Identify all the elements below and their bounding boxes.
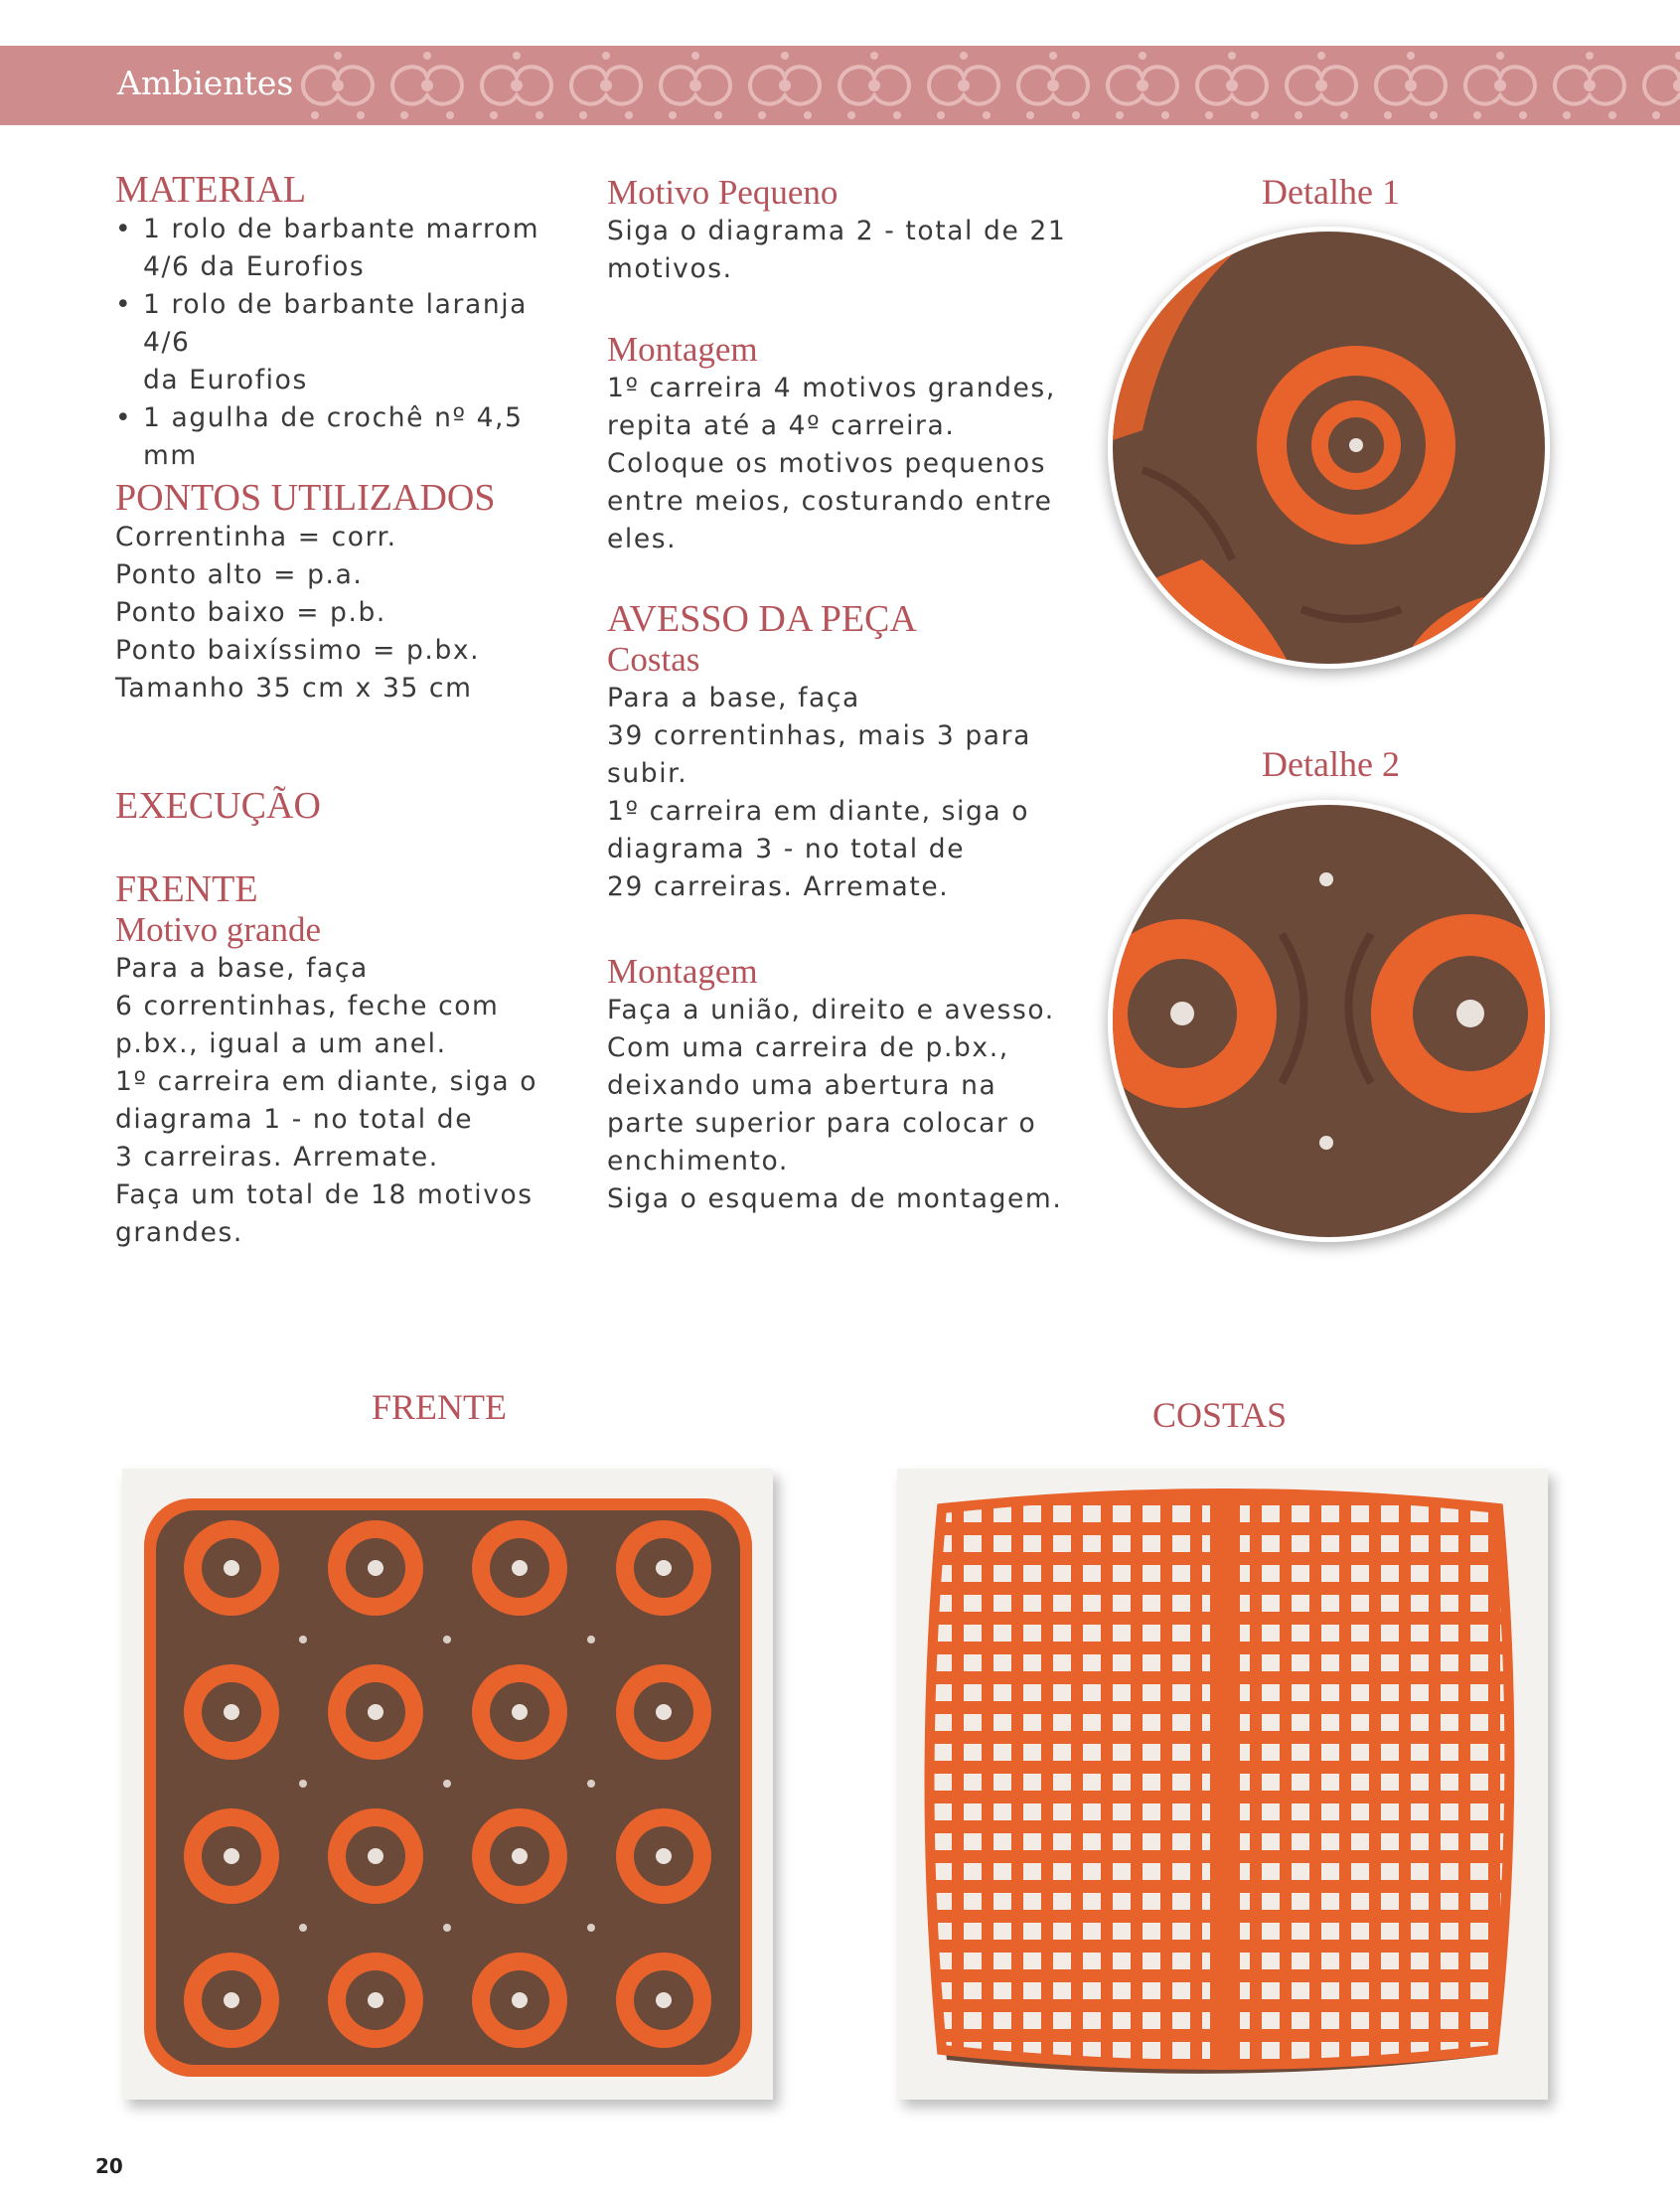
motif-ring xyxy=(512,1992,528,2008)
motif-ring xyxy=(368,1704,383,1720)
montagem-line: eles. xyxy=(607,524,678,554)
motif-ring xyxy=(656,1560,672,1576)
execucao-section xyxy=(115,785,582,827)
material-item: • 1 rolo de barbante marrom 4/6 da Eurofios xyxy=(115,211,582,286)
montagem2-line: enchimento. xyxy=(607,1146,789,1176)
montagem2-line: parte superior para colocar o xyxy=(607,1108,1037,1139)
motivo-grande-line: Faça um total de 18 motivos xyxy=(115,1179,534,1210)
material-item: • 1 agulha de crochê nº 4,5 mm xyxy=(115,399,582,475)
costas-line: diagrama 3 - no total de xyxy=(607,834,966,864)
costas-line: 1º carreira em diante, siga o xyxy=(607,796,1030,827)
motivo-pequeno-line: motivos. xyxy=(607,253,733,284)
montagem-line: Coloque os motivos pequenos xyxy=(607,448,1047,479)
material-list xyxy=(115,211,582,475)
frente-section xyxy=(115,868,582,1252)
pontos-section xyxy=(115,477,582,707)
costas-photo xyxy=(897,1469,1548,2100)
montagem2-line: Faça a união, direito e avesso. xyxy=(607,995,1055,1025)
montagem2-line: deixando uma abertura na xyxy=(607,1070,997,1101)
page-number: 20 xyxy=(95,2154,123,2178)
motif-ring xyxy=(224,1992,239,2008)
motivo-grande-line: Para a base, faça xyxy=(115,953,369,984)
ornament-pattern xyxy=(293,46,1680,125)
costas-caption: COSTAS xyxy=(1152,1395,1288,1435)
small-motif xyxy=(443,1780,451,1788)
pontos-line: Ponto alto = p.a. xyxy=(115,559,364,590)
montagem2-line: Siga o esquema de montagem. xyxy=(607,1183,1063,1214)
montagem2-line: Com uma carreira de p.bx., xyxy=(607,1032,1009,1063)
motif-ring xyxy=(368,1560,383,1576)
motif-ring xyxy=(224,1560,239,1576)
motivo-grande-title: Motivo grande xyxy=(115,910,322,949)
small-motif xyxy=(443,1924,451,1932)
montagem2-section xyxy=(607,952,1084,1218)
motivo-pequeno-line: Siga o diagrama 2 - total de 21 xyxy=(607,216,1067,246)
avesso-section xyxy=(607,598,1084,906)
motif-ring xyxy=(656,1848,672,1864)
small-motif xyxy=(587,1780,595,1788)
detalhe1-caption: Detalhe 1 xyxy=(1262,172,1400,212)
costas-line: subir. xyxy=(607,758,688,789)
small-motif xyxy=(443,1636,451,1643)
material-item: • 1 rolo de barbante laranja 4/6 da Eurofios xyxy=(115,286,582,399)
motif-ring xyxy=(512,1704,528,1720)
montagem-line: entre meios, costurando entre xyxy=(607,486,1053,517)
costas-line: 29 carreiras. Arremate. xyxy=(607,871,950,902)
motif-ring xyxy=(512,1560,528,1576)
frente-caption: FRENTE xyxy=(372,1387,508,1427)
small-motif xyxy=(299,1636,307,1643)
execucao-title: EXECUÇÃO xyxy=(115,785,321,827)
motivo-grande-line: 3 carreiras. Arremate. xyxy=(115,1142,439,1173)
motivo-grande-line: grandes. xyxy=(115,1217,243,1248)
costas-line: Para a base, faça xyxy=(607,683,860,713)
detalhe1-photo xyxy=(1108,227,1550,669)
motivo-grande-line: 1º carreira em diante, siga o xyxy=(115,1066,538,1097)
motif-ring xyxy=(368,1992,383,2008)
motivo-grande-line: diagrama 1 - no total de xyxy=(115,1104,474,1135)
left-column xyxy=(115,169,582,475)
motivo-grande-line: p.bx., igual a um anel. xyxy=(115,1028,447,1059)
small-motif xyxy=(587,1636,595,1643)
pontos-title: PONTOS UTILIZADOS xyxy=(115,477,496,519)
motif-ring xyxy=(656,1992,672,2008)
pontos-line: Ponto baixo = p.b. xyxy=(115,597,386,628)
montagem-line: repita até a 4º carreira. xyxy=(607,410,956,441)
costas-title: Costas xyxy=(607,640,700,679)
costas-line: 39 correntinhas, mais 3 para xyxy=(607,720,1031,751)
small-motif xyxy=(299,1924,307,1932)
pontos-line: Ponto baixíssimo = p.bx. xyxy=(115,635,481,666)
material-title: MATERIAL xyxy=(115,169,307,211)
montagem2-title: Montagem xyxy=(607,952,758,991)
detalhe2-photo xyxy=(1108,800,1550,1242)
motif-ring xyxy=(224,1704,239,1720)
motif-ring xyxy=(224,1848,239,1864)
frente-title: FRENTE xyxy=(115,868,258,910)
motif-ring xyxy=(512,1848,528,1864)
montagem-title: Montagem xyxy=(607,330,758,369)
motif-ring xyxy=(656,1704,672,1720)
small-motif xyxy=(299,1780,307,1788)
montagem-section xyxy=(607,330,1084,558)
motivo-pequeno-title: Motivo Pequeno xyxy=(607,173,839,212)
motif-ring xyxy=(368,1848,383,1864)
avesso-title: AVESSO DA PEÇA xyxy=(607,598,917,640)
detalhe2-caption: Detalhe 2 xyxy=(1262,744,1400,784)
pontos-line: Tamanho 35 cm x 35 cm xyxy=(115,673,473,704)
motivo-grande-line: 6 correntinhas, feche com xyxy=(115,991,500,1021)
section-title: Ambientes xyxy=(117,64,294,102)
montagem-line: 1º carreira 4 motivos grandes, xyxy=(607,373,1056,403)
pontos-line: Correntinha = corr. xyxy=(115,522,397,552)
motivo-pequeno-section xyxy=(607,173,1084,288)
small-motif xyxy=(587,1924,595,1932)
frente-photo xyxy=(122,1469,773,2100)
